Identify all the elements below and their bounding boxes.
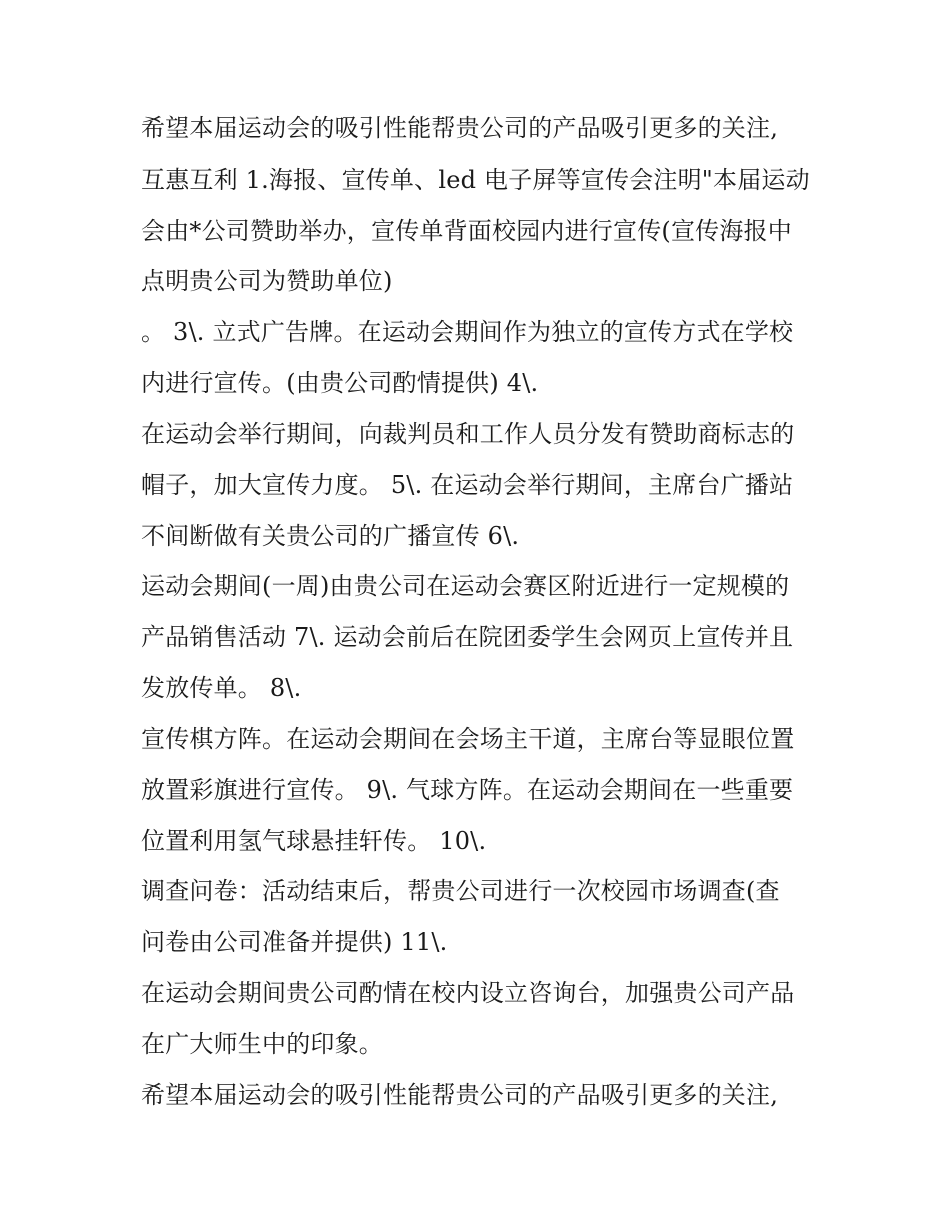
- text-line: 运动会期间(一周)由贵公司在运动会赛区附近进行一定规模的: [141, 572, 790, 600]
- text-line: 发放传单。 8\.: [141, 674, 302, 702]
- text-line: 放置彩旗进行宣传。 9\. 气球方阵。在运动会期间在一些重要: [141, 776, 794, 804]
- text-line: 位置利用氢气球悬挂轩传。 10\.: [141, 827, 487, 855]
- text-line: 在运动会举行期间，向裁判员和工作人员分发有赞助商标志的: [141, 420, 795, 448]
- text-line: 内进行宣传。(由贵公司酌情提供) 4\.: [141, 369, 539, 397]
- text-line: 在运动会期间贵公司酌情在校内设立咨询台，加强贵公司产品: [141, 979, 795, 1007]
- text-line: 问卷由公司准备并提供) 11\.: [141, 928, 448, 956]
- text-line: 在广大师生中的印象。: [141, 1030, 383, 1058]
- text-line: 希望本届运动会的吸引性能帮贵公司的产品吸引更多的关注,: [141, 114, 779, 142]
- text-line: 会由*公司赞助举办，宣传单背面校园内进行宣传(宣传海报中: [141, 217, 792, 245]
- text-line: 帽子，加大宣传力度。 5\. 在运动会举行期间，主席台广播站: [141, 471, 794, 499]
- text-line: 。 3\. 立式广告牌。在运动会期间作为独立的宣传方式在学校: [141, 318, 794, 346]
- text-line: 调查问卷：活动结束后，帮贵公司进行一次校园市场调查(查: [141, 877, 780, 905]
- text-line: 互惠互利 1.海报、宣传单、led 电子屏等宣传会注明"本届运动: [141, 166, 810, 194]
- text-line: 希望本届运动会的吸引性能帮贵公司的产品吸引更多的关注,: [141, 1081, 779, 1109]
- text-line: 不间断做有关贵公司的广播宣传 6\.: [141, 522, 520, 550]
- text-line: 产品销售活动 7\. 运动会前后在院团委学生会网页上宣传并且: [141, 623, 794, 651]
- text-line: 点明贵公司为赞助单位): [141, 267, 393, 295]
- text-line: 宣传棋方阵。在运动会期间在会场主干道，主席台等显眼位置: [141, 725, 795, 753]
